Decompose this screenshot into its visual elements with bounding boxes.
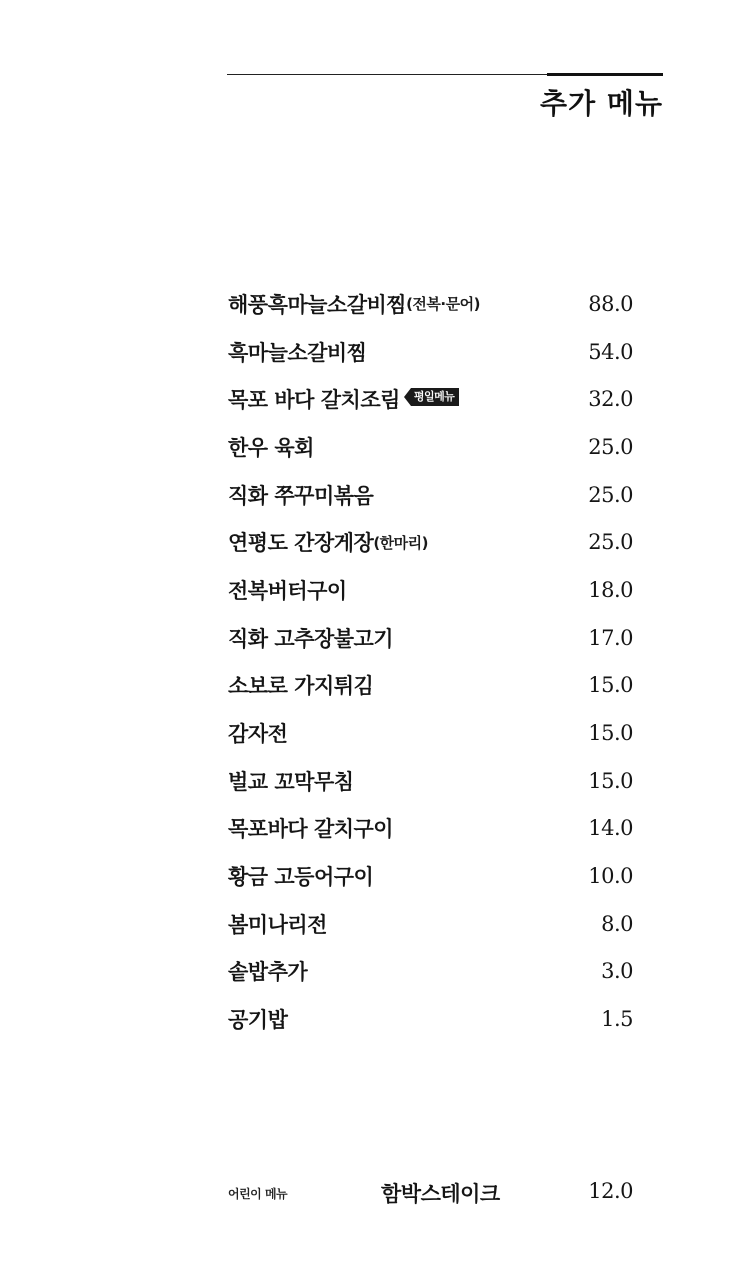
menu-item-name: 황금 고등어구이 <box>228 865 374 890</box>
kids-menu-item-name: 함박스테이크 <box>381 1182 500 1206</box>
menu-item-name: 감자전 <box>228 722 288 747</box>
menu-item-price: 10.0 <box>588 864 633 889</box>
menu-item-price: 32.0 <box>588 387 633 412</box>
menu-item <box>228 471 633 519</box>
menu-item <box>228 805 633 853</box>
menu-item-name: 흑마늘소갈비찜 <box>228 340 367 365</box>
menu-item <box>228 852 633 900</box>
menu-item-name: 직화 쭈꾸미볶음 <box>228 483 374 508</box>
menu-item <box>228 518 633 566</box>
badge-arrow-icon <box>404 388 411 406</box>
menu-item-price: 1.5 <box>601 1007 633 1032</box>
kids-menu-label: 어린이 메뉴 <box>228 1187 288 1201</box>
menu-item-name: 해풍흑마늘소갈비찜 <box>228 292 407 317</box>
menu-item <box>228 566 633 614</box>
menu-item-price: 3.0 <box>601 959 633 984</box>
menu-list <box>228 280 633 1043</box>
menu-item-name: 연평도 간장게장 <box>228 531 374 556</box>
menu-item-price: 17.0 <box>588 625 633 650</box>
menu-item-price: 25.0 <box>588 530 633 555</box>
menu-item-price: 88.0 <box>588 291 633 316</box>
menu-item <box>228 614 633 662</box>
menu-item-name: 목포바다 갈치구이 <box>228 817 394 842</box>
menu-item-price: 8.0 <box>601 911 633 936</box>
menu-item-price: 15.0 <box>588 768 633 793</box>
menu-item-price: 25.0 <box>588 482 633 507</box>
menu-item-price: 15.0 <box>588 673 633 698</box>
menu-item-price: 14.0 <box>588 816 633 841</box>
menu-item-name: 공기밥 <box>228 1008 288 1033</box>
menu-item <box>228 280 633 328</box>
menu-item-name: 한우 육회 <box>228 435 314 460</box>
menu-item <box>228 900 633 948</box>
menu-item-name: 봄미나리전 <box>228 912 327 937</box>
menu-item <box>228 662 633 710</box>
menu-item <box>228 948 633 996</box>
badge-label: 평일메뉴 <box>411 388 460 406</box>
menu-item-note: (한마리) <box>373 533 428 552</box>
page-title: 추가 메뉴 <box>540 87 663 120</box>
menu-item <box>228 709 633 757</box>
menu-item-name: 소보로 가지튀김 <box>228 674 374 699</box>
menu-item <box>228 375 633 423</box>
menu-item-name: 벌교 꼬막무침 <box>228 769 354 794</box>
menu-item <box>228 423 633 471</box>
menu-item-price: 18.0 <box>588 577 633 602</box>
header-divider-accent <box>547 73 663 76</box>
menu-item <box>228 757 633 805</box>
menu-item-price: 15.0 <box>588 721 633 746</box>
menu-item-name: 직화 고추장불고기 <box>228 626 394 651</box>
menu-item-name: 목포 바다 갈치조림 <box>228 388 400 413</box>
menu-item-price: 54.0 <box>588 339 633 364</box>
menu-item <box>228 995 633 1043</box>
kids-menu-item-price: 12.0 <box>588 1179 633 1203</box>
menu-item-name: 전복버터구이 <box>228 578 347 603</box>
menu-item-price: 25.0 <box>588 434 633 459</box>
menu-item-note: (전복·문어) <box>406 295 480 314</box>
menu-item-name: 솥밥추가 <box>228 960 308 985</box>
weekday-menu-badge <box>404 388 460 406</box>
menu-item <box>228 328 633 376</box>
